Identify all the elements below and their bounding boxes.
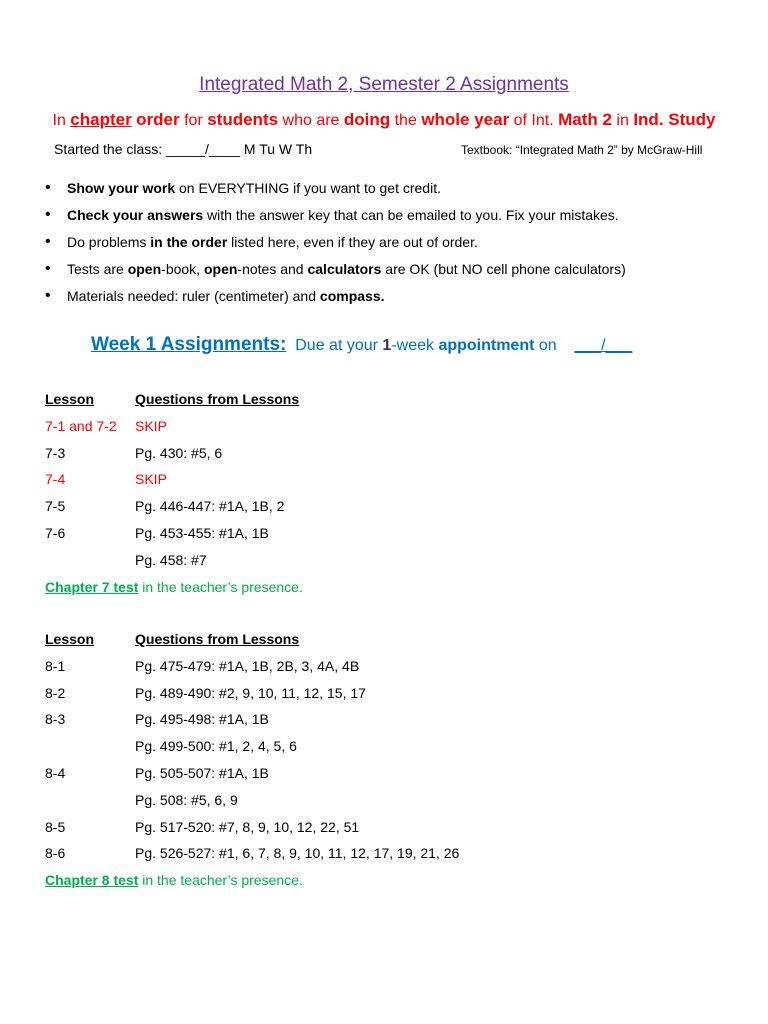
chapter-7-table: [45, 388, 635, 602]
table-row: Pg. 508: #5, 6, 9: [135, 791, 238, 808]
list-item: • Check your answers with the answer key that can be emailed to you. Fix your mistakes.: [45, 204, 745, 231]
chapter-8-table: [45, 628, 635, 896]
instructions-list: [45, 177, 745, 312]
list-item: • Tests are open-book, open-notes and calculators are OK (but NO cell phone calculators): [45, 258, 745, 285]
start-date-line: Started the class: _____/____ M Tu W Th: [54, 141, 313, 157]
textbook-note: Textbook: “Integrated Math 2” by McGraw-Hill: [461, 143, 703, 157]
table-row: 8-5 Pg. 517-520: #7, 8, 9, 10, 12, 22, 51: [45, 818, 360, 835]
list-item: • Do problems in the order listed here, even if they are out of order.: [45, 231, 745, 258]
lesson-header: Lesson: [45, 631, 95, 647]
table-row: 8-3 Pg. 495-498: #1A, 1B: [45, 711, 269, 728]
lesson-header: Lesson: [45, 391, 95, 407]
table-row: Pg. 458: #7: [135, 551, 207, 568]
page-title: Integrated Math 2, Semester 2 Assignments: [199, 74, 569, 95]
table-header: [45, 628, 635, 655]
table-row: 8-4 Pg. 505-507: #1A, 1B: [45, 764, 269, 781]
table-row: 7-3 Pg. 430: #5, 6: [45, 444, 223, 461]
chapter-8-test-note: Chapter 8 test in the teacher’s presence.: [45, 872, 303, 889]
list-item: • Materials needed: ruler (centimeter) and compass.: [45, 285, 745, 312]
table-row: 7-4 SKIP: [45, 471, 167, 488]
questions-header: Questions from Lessons: [135, 631, 300, 647]
table-row: 7-1 and 7-2 SKIP: [45, 417, 167, 434]
table-row: 8-1 Pg. 475-479: #1A, 1B, 2B, 3, 4A, 4B: [45, 657, 360, 674]
table-header: [45, 388, 635, 415]
table-row: 7-5 Pg. 446-447: #1A, 1B, 2: [45, 498, 285, 515]
table-row: 8-6 Pg. 526-527: #1, 6, 7, 8, 9, 10, 11, 12, 17, 19, 21, 26: [45, 845, 460, 862]
chapter-7-test-note: Chapter 7 test in the teacher’s presence.: [45, 578, 303, 595]
list-item: • Show your work on EVERYTHING if you want to get credit.: [45, 177, 745, 204]
table-row: 7-6 Pg. 453-455: #1A, 1B: [45, 524, 269, 541]
subtitle: In chapter order for students who are doing the whole year of Int. Math 2 in Ind. Study: [52, 110, 716, 129]
table-row: Pg. 499-500: #1, 2, 4, 5, 6: [135, 738, 297, 755]
questions-header: Questions from Lessons: [135, 391, 300, 407]
table-row: 8-2 Pg. 489-490: #2, 9, 10, 11, 12, 15, 17: [45, 684, 366, 701]
week-heading: Week 1 Assignments: Due at your 1-week appointment on ___/___: [91, 334, 633, 355]
